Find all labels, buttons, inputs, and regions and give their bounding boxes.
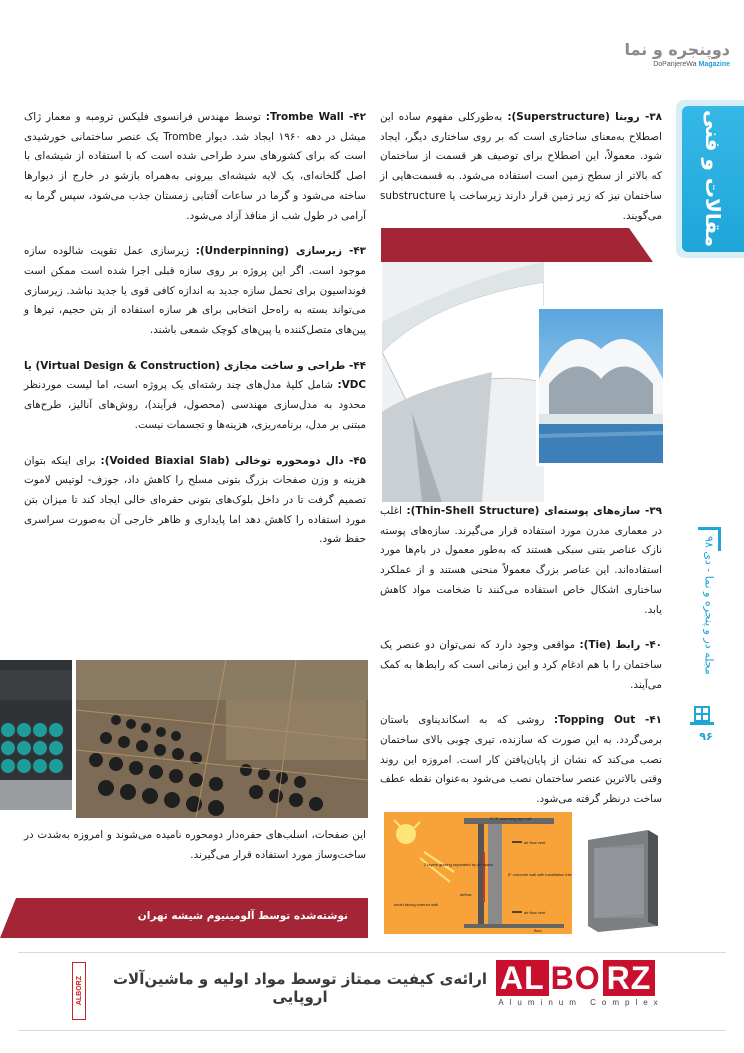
section-tab-text: [682, 106, 744, 252]
diagram-label-floor: floor: [534, 928, 542, 933]
alborz-logo-sub: Aluminum Complex: [498, 998, 664, 1007]
article-40-body: مواقعی وجود دارد که نمی‌توان دو عنصر یک ساختمان را با هم ادغام کرد و این زمانی است که رابط‌ها به کمک می‌آیند.: [380, 639, 662, 691]
article-44: [24, 357, 366, 436]
issue-text: مجله در و پنجره و نما - دی ۹۸: [702, 535, 716, 675]
footer-side-brand-text: ALBORZ: [75, 976, 83, 1006]
footer-slogan: ارائه‌ی کیفیت ممتاز توسط مواد اولیه و ماشین‌آلات اروپایی: [112, 970, 488, 1006]
slab-caption: این صفحات، اسلب‌های حفره‌دار دومحوره نامیده می‌شوند و امروزه به‌شدت در ساخت‌وساز مورد استفاده قرار می‌گیرند.: [24, 829, 366, 861]
article-42: [24, 108, 366, 226]
shell-building-photo: [536, 306, 666, 466]
diagram-label-glazing: 2 layers glazing separated by air space: [424, 862, 494, 867]
article-41-head: ۴۱- Topping Out:: [553, 714, 663, 727]
footer-side-brand: [72, 962, 86, 1020]
article-41: [380, 711, 662, 810]
footer-divider-top: [18, 952, 726, 953]
issue-label: [686, 530, 732, 680]
right-column-lower: [380, 502, 662, 826]
slab-balls-photo: [0, 660, 72, 810]
author-box: [0, 898, 368, 938]
red-banner: [381, 228, 653, 262]
section-title: مقالات و فنی: [701, 110, 725, 248]
page-number: ۹۶: [699, 730, 713, 743]
article-40-head: ۴۰- رابط (Tie):: [579, 639, 662, 652]
author-label: نوشته‌شده توسط آلومینیوم شیشه تهران: [137, 910, 348, 922]
magazine-logo-en: [590, 61, 730, 68]
article-45-head: ۴۵- دال دومحوره توخالی (Voided Biaxial Slab):: [100, 454, 366, 467]
article-42-head: ۴۲- Trombe Wall:: [265, 111, 366, 123]
article-43-body: زیرسازی عمل تقویت شالوده سازه موجود است. اگر این پروژه بر روی سازه قبلی اجرا شده است ممکن است فونداسیون برای تحمل سازه جدید به اندازه کافی قوی یا جدید نباشد. زیرسازی می‌تواند بسته به راه‌حل انتخابی برای هر سازه استفاده از بتن حجیم، تیرها و پین‌های متصل‌کننده یا پین‌های کوچک شمعی باشند.: [24, 245, 366, 337]
article-45-body: برای اینکه بتوان هزینه و وزن صفحات بزرگ بتونی مسلح را کاهش داد، جوزف- لوتیس لاموت تصمیم گرفت تا در داخل بلوک‌های بتونی حفره‌ای خالی ایجاد کند تا میزان بتن مورد استفاده را کاهش دهد اما پایداری و ظاهر خارجی آن به‌صورت سراسری حفظ شود.: [24, 454, 366, 546]
slab-construction-photo: [76, 660, 368, 818]
article-43: [24, 242, 366, 341]
diagram-label-top: 2"-3" overhang ayr roof: [490, 816, 532, 821]
article-44-body: شامل کلیهٔ مدل‌های چند رشته‌ای یک پروژه است، اما لیست موردنظر محدود به مدل‌سازی مهندسی (محصول، فرآیند)، روش‌های آنالیز، طرح‌های مبتنی بر مدل، برنامه‌ریزی، هزینه‌ها و تجسمات نیست.: [24, 379, 366, 431]
diagram-label-wall: 8" concrete wall with installation interior: [508, 872, 572, 877]
article-39-body: اغلب در معماری مدرن مورد استفاده قرار می‌گیرند. سازه‌های پوسته نازک عناصر بتنی سبکی هستند که به‌طور معمول در بام‌ها مورد استفاده‌اند. این عناصر بزرگ معمولاً منحنی هستند و از عملکرد ساختاری اشکال خاص استفاده می‌کنند تا ضخامت مواد کاهش یابد.: [380, 505, 662, 616]
left-column: [24, 108, 366, 566]
shell-structure-photo: [382, 262, 544, 502]
alborz-logo: [496, 960, 666, 1018]
alborz-logo-al: AL: [496, 960, 549, 996]
magazine-icon: [690, 704, 716, 726]
diagram-label-vent-bottom: air flow vent: [524, 910, 546, 915]
right-column: [380, 108, 662, 226]
trombe-wall-diagram: [384, 812, 572, 934]
article-41-body: روشی که به اسکاندیناوی باستان برمی‌گردد. به این صورت که سازنده، تیری چوبی بالای ساختمان نصب می‌کند که نشان از پایان‌یافتن کار است. امروزه این روند وقتی بالاترین عنصر ساختمان نصب می‌شود به‌عنوان نقطه عطف ساخت درنظر گرفته می‌شود.: [380, 714, 662, 806]
article-39-head: ۳۹- سازه‌های پوسته‌ای (Thin-Shell Structure):: [406, 505, 662, 517]
article-38-body: به‌طورکلی مفهوم ساده این اصطلاح به‌معنای ساختاری است که بر روی ساختاری دیگر، ایجاد شود. معمولاً، این اصطلاح برای توصیف هر قسمت از ساختمان که بالاتر از سطح زمین است استفاده می‌شود. به قسمت‌هایی از ساختمان نیز که زیر زمین قرار دارند زیرساخت یا substructure می‌گویند.: [380, 111, 662, 222]
magazine-logo-fa: دوپنجره و نما: [624, 40, 730, 59]
magazine-logo: [590, 40, 730, 82]
article-43-head: ۴۳- زیرسازی (Underpinning):: [195, 245, 366, 258]
logo-en-prefix: DoPanjereWa: [653, 61, 697, 68]
alborz-logo-rz: RZ: [603, 960, 656, 996]
article-45: [24, 452, 366, 551]
article-38-head: ۳۸- روبنا (Superstructure):: [507, 111, 663, 123]
diagram-label-airflow: airflow: [460, 892, 472, 897]
article-40: [380, 636, 662, 695]
article-42-body: توسط مهندس فرانسوی فلیکس ترومبه و معمار ژاک میشل در دهه ۱۹۶۰ ایجاد شد. دیوار Trombe یک عنصر ساختمانی خورشیدی است که برای کشورهای سرد طراحی شده است که با استفاده از شیشه‌ای با اصل گلخانه‌ای، یک لایه شیشه‌ای بیرونی به‌همراه بازشو در خارج از دیوارها ساخته می‌شود و گرما در ساعات آفتابی زمستان جذب می‌شود، سپس گرما به آرامی در طول شب از منافذ آزاد می‌شود.: [24, 111, 366, 222]
alborz-logo-bo: BO: [550, 960, 601, 996]
section-tab: [676, 100, 744, 258]
footer-divider-bottom: [18, 1030, 726, 1031]
article-39: [380, 502, 662, 620]
trombe-wall-photo: [578, 830, 668, 932]
diagram-label-south: south facing exterior wall: [394, 902, 439, 907]
article-44-head: ۴۴- طراحی و ساخت مجازی (Virtual Design & Construction) یا VDC:: [24, 359, 366, 392]
article-38: [380, 108, 662, 226]
diagram-label-vent-top: air flow vent: [524, 840, 546, 845]
logo-en-suffix: Magazine: [698, 61, 730, 68]
